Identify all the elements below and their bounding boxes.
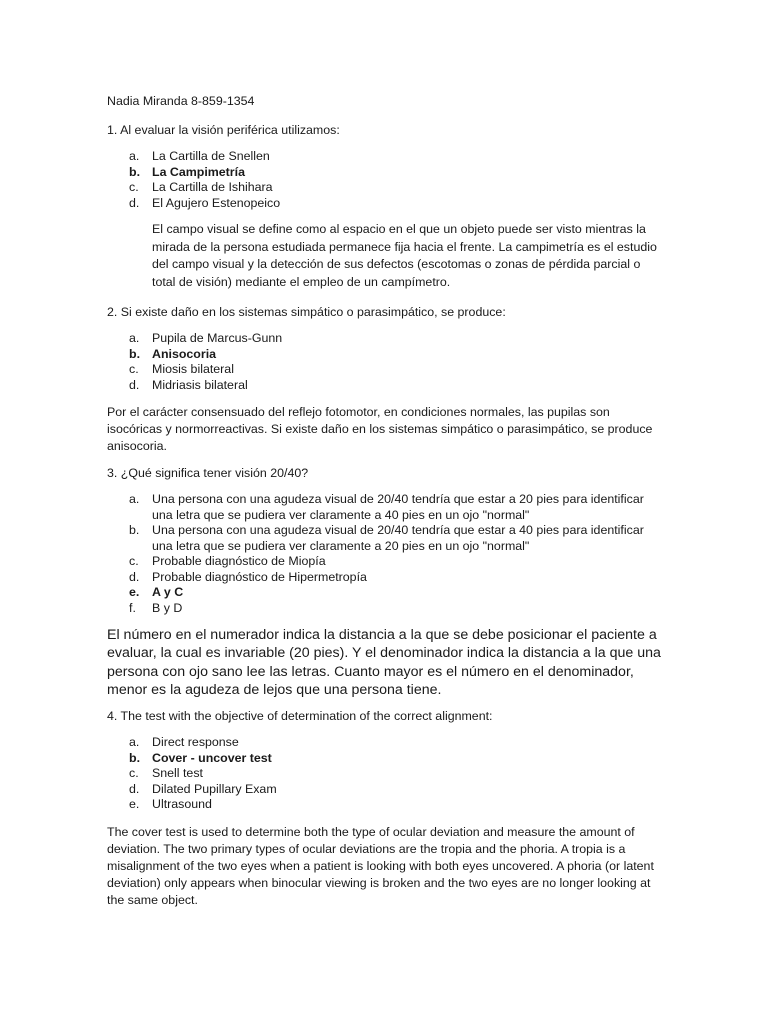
option-list — [107, 735, 667, 813]
question-prompt: 3. ¿Qué significa tener visión 20/40? — [107, 466, 309, 480]
option-item — [107, 570, 667, 586]
option-item — [107, 196, 667, 212]
author-line: Nadia Miranda 8-859-1354 — [107, 94, 255, 108]
question-explanation: Por el carácter consensuado del reflejo fotomotor, en condiciones normales, las pupilas son isocóricas y normorreactivas. Si existe daño en los sistemas simpático o parasimpático, se produce anisocoria. — [107, 405, 653, 453]
option-text: Probable diagnóstico de Miopía — [152, 554, 326, 568]
option-item — [107, 782, 667, 798]
option-text: Anisocoria — [152, 346, 217, 361]
option-text: Direct response — [152, 735, 239, 750]
option-item — [107, 601, 667, 617]
option-letter: c. — [129, 362, 139, 376]
option-item — [107, 797, 667, 813]
option-text: La Campimetría — [152, 164, 245, 179]
option-text: Midriasis bilateral — [152, 377, 248, 392]
option-item — [107, 492, 667, 523]
question-prompt: 2. Si existe daño en los sistemas simpático o parasimpático, se produce: — [107, 305, 506, 319]
option-letter: d. — [129, 569, 140, 584]
question-explanation: El número en el numerador indica la distancia a la que se debe posicionar el paciente a evaluar, la cual es invariable (20 pies). Y el denominador indica la distancia a la que una persona con ojo sano lee las letras. Cuanto mayor es el número en el denominador, menor es la agudeza de lejos que una persona tiene. — [107, 627, 661, 698]
option-letter: d. — [129, 781, 140, 796]
option-letter: c. — [129, 766, 139, 781]
option-item — [107, 766, 667, 782]
option-text: Dilated Pupillary Exam — [152, 781, 277, 796]
option-item — [107, 523, 667, 554]
option-item — [107, 180, 667, 196]
question-2 — [107, 304, 667, 455]
option-letter: b. — [129, 346, 141, 361]
option-text: Una persona con una agudeza visual de 20/40 tendría que estar a 40 pies para identificar una letra que se pudiera ver claramente a 20 pies en un ojo "normal" — [152, 523, 644, 553]
option-letter: d. — [129, 195, 140, 210]
option-item-correct — [107, 165, 667, 181]
option-list — [107, 331, 667, 393]
option-list — [107, 149, 667, 211]
option-letter: a. — [129, 735, 140, 750]
option-item — [107, 331, 667, 347]
option-text: Ultrasound — [152, 797, 212, 812]
option-letter: a. — [129, 149, 140, 163]
option-item-correct — [107, 585, 667, 601]
option-text: El Agujero Estenopeico — [152, 195, 281, 210]
option-item-correct — [107, 751, 667, 767]
option-text: Una persona con una agudeza visual de 20/40 tendría que estar a 20 pies para identificar una letra que se pudiera ver claramente a 40 pies en un ojo "normal" — [152, 492, 644, 522]
option-letter: a. — [129, 492, 140, 506]
option-text: A y C — [152, 585, 184, 599]
option-item — [107, 362, 667, 378]
option-letter: f. — [129, 600, 136, 615]
option-item — [107, 149, 667, 165]
option-letter: a. — [129, 331, 140, 345]
option-letter: b. — [129, 164, 141, 179]
question-4 — [107, 708, 667, 909]
question-prompt: 4. The test with the objective of determination of the correct alignment: — [107, 709, 493, 724]
question-prompt: 1. Al evaluar la visión periférica utilizamos: — [107, 123, 340, 137]
option-item — [107, 554, 667, 570]
option-text: B y D — [152, 600, 183, 615]
option-text: La Cartilla de Snellen — [152, 149, 270, 163]
option-text: Miosis bilateral — [152, 362, 234, 376]
option-letter: c. — [129, 554, 139, 568]
question-1 — [107, 122, 667, 291]
option-text: Cover - uncover test — [152, 750, 272, 765]
option-item — [107, 378, 667, 394]
option-text: Pupila de Marcus-Gunn — [152, 331, 283, 345]
option-letter: d. — [129, 377, 140, 392]
option-list — [107, 492, 667, 616]
option-letter: e. — [129, 585, 140, 599]
question-explanation: El campo visual se define como al espacio en el que un objeto puede ser visto mientras la mirada de la persona estudiada permanece fija hacia el frente. La campimetría es el estudio del campo visual y la detección de sus defectos (escotomas o zonas de pérdida parcial o total de visión) mediante el empleo de un campímetro. — [152, 222, 657, 289]
option-text: La Cartilla de Ishihara — [152, 180, 273, 194]
question-explanation: The cover test is used to determine both the type of ocular deviation and measure the amount of deviation. The two primary types of ocular deviations are the tropia and the phoria. A tropia is a misalignment of the two eyes when a patient is looking with both eyes uncovered. A phoria (or latent deviation) only appears when binocular viewing is broken and the two eyes are no longer looking at the same object. — [107, 824, 654, 907]
option-letter: c. — [129, 180, 139, 194]
option-letter: b. — [129, 523, 140, 537]
question-3 — [107, 465, 667, 699]
document-page — [107, 84, 667, 909]
option-text: Probable diagnóstico de Hipermetropía — [152, 569, 367, 584]
option-item-correct — [107, 347, 667, 363]
option-text: Snell test — [152, 766, 203, 781]
option-letter: e. — [129, 797, 140, 812]
option-item — [107, 735, 667, 751]
option-letter: b. — [129, 750, 141, 765]
